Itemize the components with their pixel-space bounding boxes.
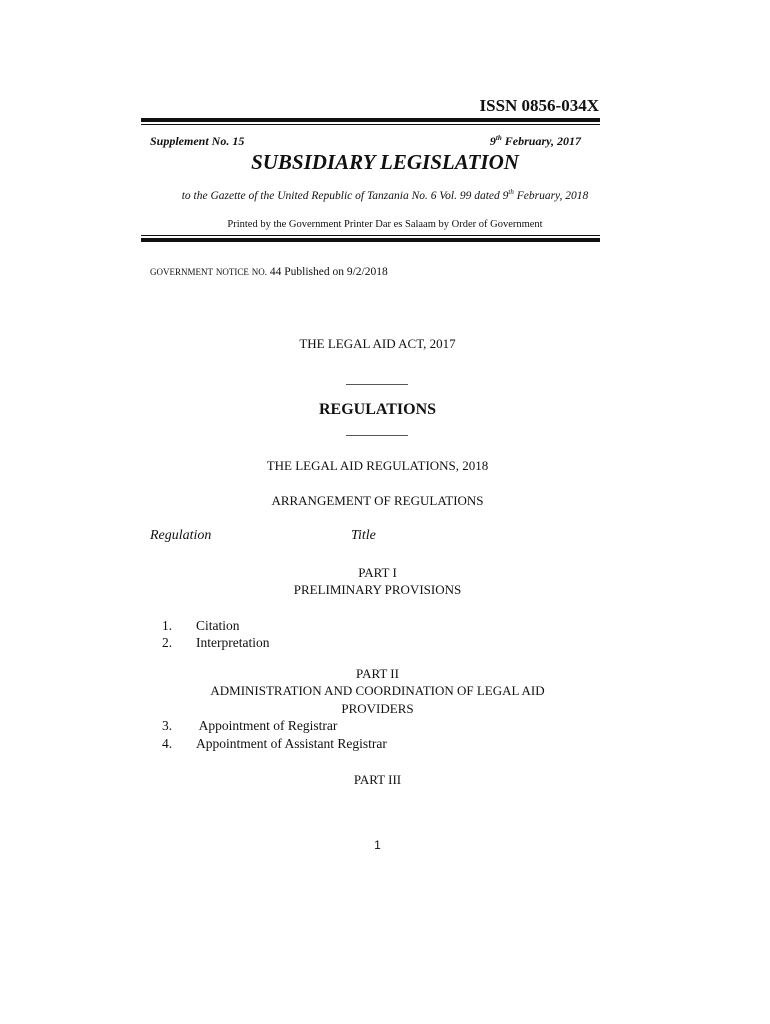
item-number: 3. <box>162 718 173 733</box>
header-bottom-rule-thin <box>141 235 600 236</box>
toc-item <box>162 618 240 634</box>
gazette-suffix: th <box>508 188 514 196</box>
header-rule-thin <box>141 124 600 125</box>
gn-rest: 44 Published on 9/2/2018 <box>269 266 388 278</box>
toc-item <box>162 736 387 752</box>
gazette-post: February, 2018 <box>516 189 589 202</box>
column-title: Title <box>351 528 376 543</box>
part-3-label: PART III <box>353 772 402 787</box>
supplement-number: Supplement No. 15 <box>150 134 245 148</box>
gazette-pre: to the Gazette of the United Republic of Tanzania No. 6 Vol. 99 dated 9 <box>181 189 509 202</box>
publication-date <box>490 134 581 149</box>
divider-short-bottom <box>346 435 408 436</box>
printer-line: Printed by the Government Printer Dar es Salaam by Order of Government <box>227 219 543 230</box>
item-title: Appointment of Assistant Registrar <box>196 736 387 751</box>
government-notice <box>150 266 388 278</box>
item-title: Citation <box>196 618 240 633</box>
part-2-heading-line-1: ADMINISTRATION AND COORDINATION OF LEGAL AID <box>210 683 545 698</box>
header-bottom-rule-thick <box>141 238 600 242</box>
part-2-heading-line-2: PROVIDERS <box>341 701 414 716</box>
item-number: 1. <box>162 618 173 633</box>
part-1-label: PART I <box>358 565 397 580</box>
item-number: 4. <box>162 736 173 751</box>
divider-short-top <box>346 384 408 385</box>
item-title: Appointment of Registrar <box>196 718 338 733</box>
gn-no: NO. <box>251 267 267 277</box>
item-number: 2. <box>162 635 173 650</box>
date-suffix: th <box>495 134 502 142</box>
gn-gov: GOVERNMENT <box>150 267 213 277</box>
issn-number: ISSN 0856-034X <box>479 96 599 115</box>
regulations-name: THE LEGAL AID REGULATIONS, 2018 <box>266 458 489 473</box>
column-regulation: Regulation <box>150 528 212 543</box>
act-title: THE LEGAL AID ACT, 2017 <box>299 336 456 351</box>
toc-item <box>162 718 337 734</box>
part-2-label: PART II <box>356 666 399 681</box>
date-rest: February, 2017 <box>504 134 581 148</box>
part-1-heading: PRELIMINARY PROVISIONS <box>293 582 462 597</box>
toc-item <box>162 635 269 651</box>
item-title: Interpretation <box>196 635 270 650</box>
gn-notice: NOTICE <box>215 267 249 277</box>
arrangement-heading: ARRANGEMENT OF REGULATIONS <box>271 493 484 508</box>
regulations-heading: REGULATIONS <box>318 401 437 418</box>
page-number: 1 <box>374 838 381 852</box>
date-day: 9 <box>489 134 496 148</box>
header-rule-thick <box>141 118 600 122</box>
document-title: SUBSIDIARY LEGISLATION <box>251 150 519 174</box>
gazette-reference <box>0 188 770 202</box>
